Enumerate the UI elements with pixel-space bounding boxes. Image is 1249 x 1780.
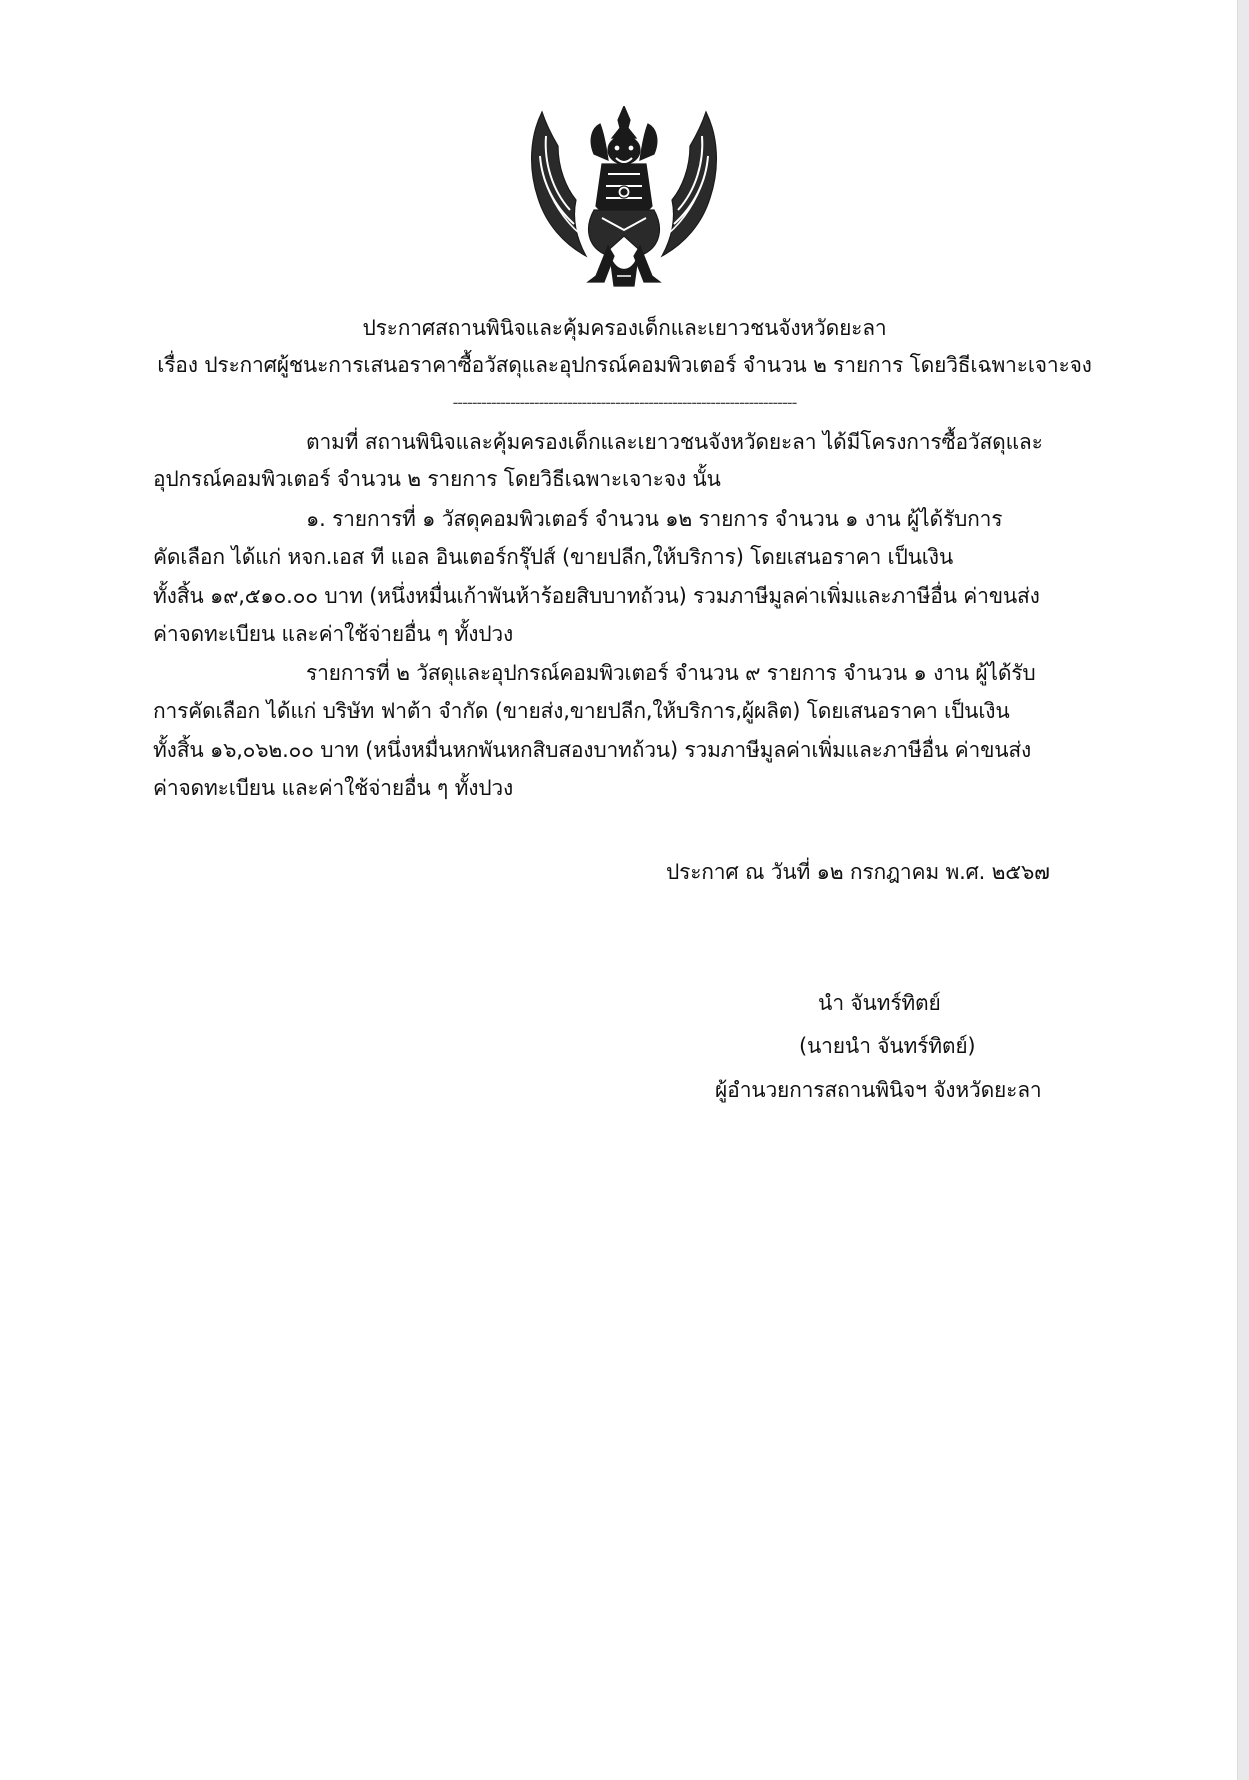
item-1-line: ค่าจดทะเบียน และค่าใช้จ่ายอื่น ๆ ทั้งปวง — [153, 622, 514, 646]
announcement-subject: เรื่อง ประกาศผู้ชนะการเสนอราคาซื้อวัสดุและอุปกรณ์คอมพิวเตอร์ จำนวน ๒ รายการ โดยวิธีเฉพาะเจาะจง — [157, 353, 1092, 377]
item-2-line: รายการที่ ๒ วัสดุและอุปกรณ์คอมพิวเตอร์ จำนวน ๙ รายการ จำนวน ๑ งาน ผู้ได้รับ — [306, 661, 1036, 685]
signature-name: นำ จันทร์ทิตย์ — [818, 991, 941, 1015]
item-1-line: ทั้งสิ้น ๑๙,๕๑๐.๐๐ บาท (หนึ่งหมื่นเก้าพันห้าร้อยสิบบาทถ้วน) รวมภาษีมูลค่าเพิ่มและภาษีอื่น ค่าขนส่ง — [153, 584, 1040, 608]
item-1-line: คัดเลือก ได้แก่ หจก.เอส ที แอล อินเตอร์กรุ๊ปส์ (ขายปลีก,ให้บริการ) โดยเสนอราคา เป็นเงิน — [153, 545, 953, 569]
item-2-line: การคัดเลือก ได้แก่ บริษัท ฟาต้า จำกัด (ขายส่ง,ขายปลีก,ให้บริการ,ผู้ผลิต) โดยเสนอราคา เป็นเงิน — [153, 699, 1010, 723]
scrollbar-gutter — [1237, 0, 1249, 1780]
signatory-full-name: (นายนำ จันทร์ทิตย์) — [799, 1034, 976, 1058]
item-1-line: ๑. รายการที่ ๑ วัสดุคอมพิวเตอร์ จำนวน ๑๒ รายการ จำนวน ๑ งาน ผู้ได้รับการ — [306, 507, 1003, 531]
intro-paragraph-line: อุปกรณ์คอมพิวเตอร์ จำนวน ๒ รายการ โดยวิธีเฉพาะเจาะจง นั้น — [153, 467, 721, 491]
item-2-line: ค่าจดทะเบียน และค่าใช้จ่ายอื่น ๆ ทั้งปวง — [153, 776, 514, 800]
announcement-date: ประกาศ ณ วันที่ ๑๒ กรกฎาคม พ.ศ. ๒๕๖๗ — [666, 860, 1050, 884]
divider: ------------------------------------------------------------------------ — [452, 393, 797, 412]
item-2-line: ทั้งสิ้น ๑๖,๐๖๒.๐๐ บาท (หนึ่งหมื่นหกพันหกสิบสองบาทถ้วน) รวมภาษีมูลค่าเพิ่มและภาษีอื่น ค่าขนส่ง — [153, 738, 1032, 762]
garuda-emblem-icon — [524, 106, 724, 288]
signatory-position: ผู้อำนวยการสถานพินิจฯ จังหวัดยะลา — [715, 1078, 1042, 1102]
announcement-title: ประกาศสถานพินิจและคุ้มครองเด็กและเยาวชนจังหวัดยะลา — [362, 316, 887, 340]
intro-paragraph-line: ตามที่ สถานพินิจและคุ้มครองเด็กและเยาวชนจังหวัดยะลา ได้มีโครงการซื้อวัสดุและ — [306, 430, 1043, 454]
